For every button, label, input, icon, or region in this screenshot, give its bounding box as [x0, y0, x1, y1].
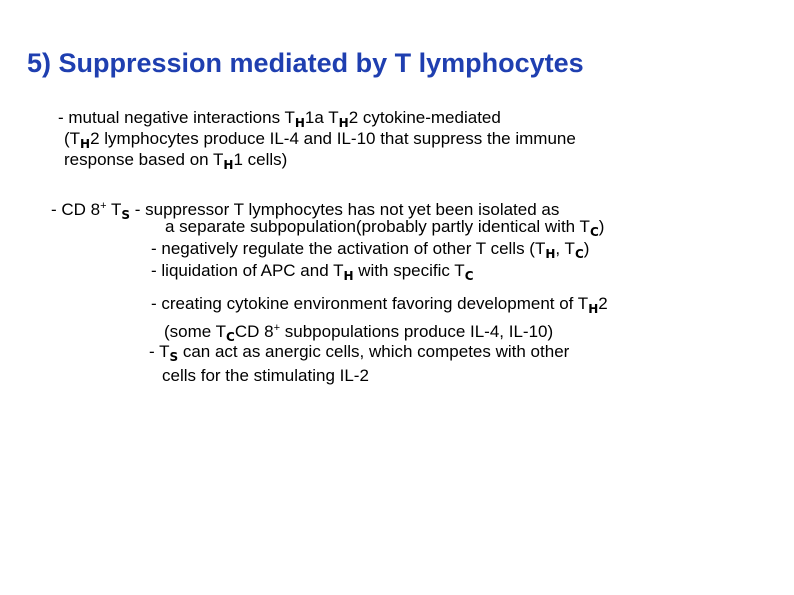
- text: 2: [598, 294, 608, 313]
- superscript: +: [273, 322, 281, 334]
- text: CD 8: [234, 322, 274, 341]
- text: , T: [555, 239, 575, 258]
- text: with specific T: [353, 261, 465, 280]
- text: - mutual negative interactions T: [58, 108, 295, 127]
- slide-title: 5) Suppression mediated by T lymphocytes: [27, 48, 584, 78]
- text-line: [149, 342, 569, 367]
- text: - CD 8: [51, 200, 101, 219]
- text: cells for the stimulating IL-2: [162, 366, 369, 385]
- text: a separate subpopulation(probably partly identical with T: [165, 217, 590, 236]
- text: ): [598, 217, 605, 236]
- text: (some T: [164, 322, 227, 341]
- text-line: [64, 150, 287, 175]
- text: (T: [64, 129, 81, 148]
- subscript: H: [223, 158, 234, 172]
- text: 2 cytokine-mediated: [348, 108, 501, 127]
- subscript: H: [338, 116, 349, 130]
- text: ): [583, 239, 590, 258]
- subscript: H: [343, 269, 354, 283]
- text: - suppressor T lymphocytes has not yet been isolated as: [130, 200, 560, 219]
- text: - negatively regulate the activation of other T cells (T: [151, 239, 546, 258]
- text: - liquidation of APC and T: [151, 261, 344, 280]
- subscript: C: [589, 225, 599, 239]
- subscript: H: [80, 137, 91, 151]
- text: 1a T: [304, 108, 339, 127]
- text: subpopulations produce IL-4, IL-10): [280, 322, 554, 341]
- text: response based on T: [64, 150, 224, 169]
- text: 1 cells): [233, 150, 288, 169]
- subscript: H: [294, 116, 305, 130]
- subscript: C: [226, 330, 235, 344]
- subscript: H: [545, 247, 556, 261]
- text: T: [106, 200, 122, 219]
- text-line: [151, 294, 608, 319]
- subscript: H: [588, 302, 599, 316]
- text-line: [151, 261, 474, 286]
- text-line: [162, 366, 369, 386]
- text: - T: [149, 342, 170, 361]
- text: - creating cytokine environment favoring development of T: [151, 294, 589, 313]
- text: can act as anergic cells, which competes with other: [178, 342, 570, 361]
- subscript: C: [464, 269, 474, 283]
- subscript: C: [574, 247, 584, 261]
- text: 2 lymphocytes produce IL-4 and IL-10 that suppress the immune: [90, 129, 576, 148]
- subscript: S: [169, 350, 179, 364]
- superscript: +: [100, 200, 107, 212]
- subscript: S: [121, 208, 131, 222]
